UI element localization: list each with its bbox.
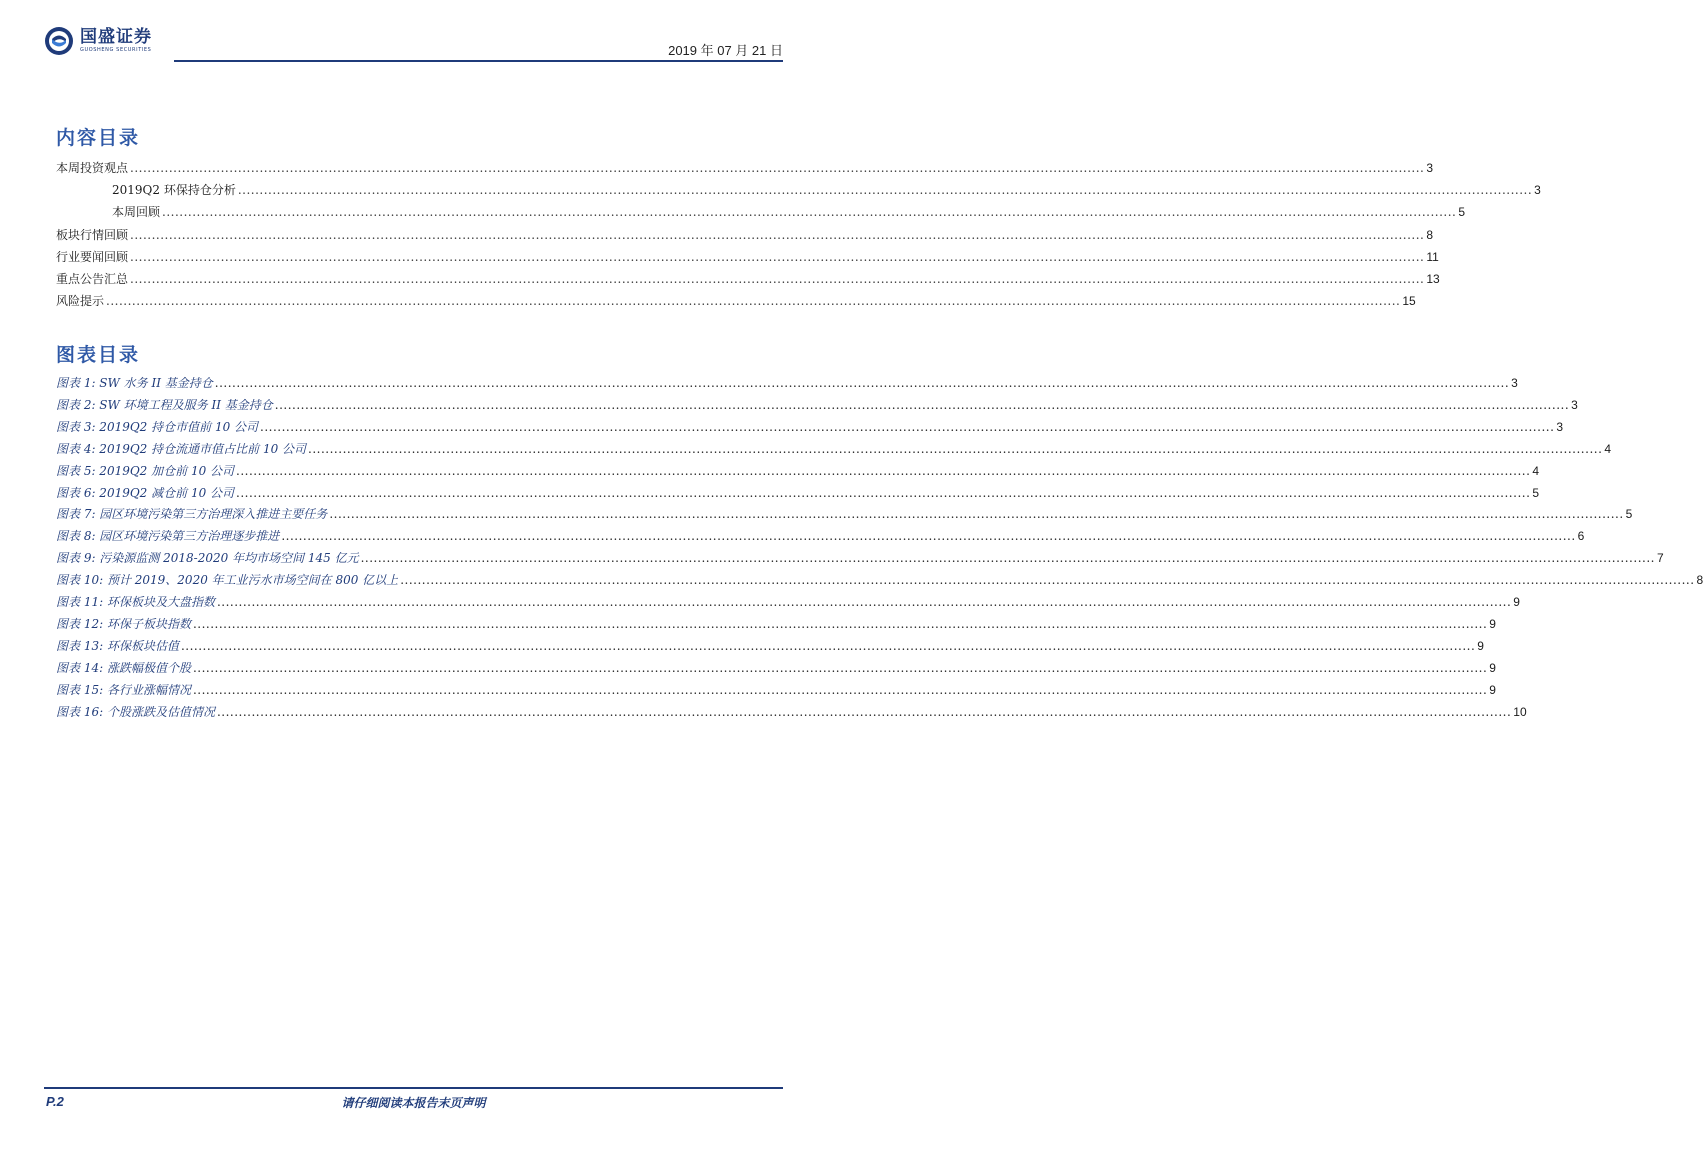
toc-entry-label: 2019Q2 环保持仓分析	[112, 183, 236, 198]
dot-leader: ............................................................................................................................................................................................................................................................................................................	[260, 419, 1555, 434]
entry-page-number: 3	[1426, 161, 1434, 175]
dot-leader: ............................................................................................................................................................................................................................................................................................................	[192, 682, 1488, 697]
entry-page-number: 9	[1513, 595, 1520, 609]
figure-entry-label: 图表 7: 园区环境污染第三方治理深入推进主要任务	[56, 507, 328, 522]
disclaimer-note: 请仔细阅读本报告末页声明	[341, 1096, 486, 1110]
figure-list-entry[interactable]	[56, 704, 1527, 720]
dot-leader: ............................................................................................................................................................................................................................................................................................................	[216, 704, 1512, 719]
entry-page-number: 9	[1489, 616, 1496, 631]
figure-entry-label: 图表 4: 2019Q2 持仓流通市值占比前 10 公司	[56, 441, 307, 456]
entry-page-number: 13	[1426, 272, 1440, 286]
figure-entry-label: 图表 5: 2019Q2 加仓前 10 公司	[56, 463, 235, 478]
entry-page-number: 3	[1534, 183, 1541, 198]
entry-page-number: 8	[1696, 573, 1703, 588]
entry-page-number: 8	[1426, 227, 1434, 242]
figure-list-entry[interactable]	[56, 660, 1496, 676]
entry-page-number: 5	[1625, 507, 1633, 522]
figure-entry-label: 图表 8: 园区环境污染第三方治理逐步推进	[56, 529, 280, 544]
brand-logo	[44, 26, 152, 56]
toc-entry[interactable]	[56, 204, 1466, 220]
figure-list-entry[interactable]	[56, 463, 1540, 479]
toc-entry-label: 行业要闻回顾	[56, 249, 129, 264]
toc-entry[interactable]	[56, 227, 1434, 243]
figure-entry-label: 图表 14: 涨跌幅极值个股	[56, 660, 191, 675]
dot-leader: ............................................................................................................................................................................................................................................................................................................	[130, 249, 1425, 264]
figure-entry-label: 图表 16: 个股涨跌及估值情况	[56, 704, 215, 719]
toc-entry[interactable]	[56, 271, 1440, 287]
dot-leader: ............................................................................................................................................................................................................................................................................................................	[130, 161, 1425, 175]
figure-entry-label: 图表 9: 污染源监测 2018-2020 年均市场空间 145 亿元	[56, 551, 359, 566]
figure-entry-label: 图表 3: 2019Q2 持仓市值前 10 公司	[56, 419, 259, 434]
entry-page-number: 5	[1532, 485, 1540, 500]
figure-entry-label: 图表 12: 环保子板块指数	[56, 616, 191, 631]
dot-leader: ............................................................................................................................................................................................................................................................................................................	[214, 376, 1510, 390]
entry-page-number: 3	[1571, 397, 1578, 412]
figure-entry-label: 图表 15: 各行业涨幅情况	[56, 682, 191, 697]
page-header	[44, 24, 783, 62]
entry-page-number: 3	[1556, 419, 1564, 434]
entry-page-number: 7	[1656, 551, 1664, 566]
dot-leader: ............................................................................................................................................................................................................................................................................................................	[274, 397, 1570, 412]
figure-list-entry[interactable]	[56, 682, 1496, 698]
entry-page-number: 5	[1458, 205, 1466, 220]
figure-entry-label: 图表 6: 2019Q2 减仓前 10 公司	[56, 485, 235, 500]
figure-entry-label: 图表 13: 环保板块估值	[56, 638, 179, 653]
figure-entry-label: 图表 1: SW 水务 II 基金持仓	[56, 376, 213, 390]
figure-entry-label: 图表 2: SW 环境工程及服务 II 基金持仓	[56, 397, 273, 412]
figure-list-entry[interactable]	[56, 441, 1612, 457]
footer-divider	[44, 1087, 783, 1089]
dot-leader: ............................................................................................................................................................................................................................................................................................................	[329, 507, 1624, 522]
dot-leader: ............................................................................................................................................................................................................................................................................................................	[130, 227, 1425, 242]
dot-leader: ............................................................................................................................................................................................................................................................................................................	[180, 638, 1476, 653]
figure-entry-label: 图表 10: 预计 2019、2020 年工业污水市场空间在 800 亿以上	[56, 573, 399, 588]
page-number: P.2	[46, 1094, 64, 1109]
dot-leader: ............................................................................................................................................................................................................................................................................................................	[281, 529, 1576, 544]
brand-name-en: GUOSHENG SECURITIES	[80, 47, 152, 53]
dot-leader: ............................................................................................................................................................................................................................................................................................................	[360, 551, 1655, 566]
dot-leader: ............................................................................................................................................................................................................................................................................................................	[192, 616, 1488, 631]
entry-page-number: 9	[1477, 638, 1484, 653]
dot-leader: ............................................................................................................................................................................................................................................................................................................	[192, 660, 1488, 675]
brand-name-cn: 国盛证券	[80, 27, 152, 47]
entry-page-number: 11	[1426, 249, 1439, 264]
dot-leader: ............................................................................................................................................................................................................................................................................................................	[236, 485, 1531, 500]
toc-entry-label: 重点公告汇总	[56, 272, 129, 286]
toc-entry[interactable]	[56, 182, 1541, 198]
dot-leader: ............................................................................................................................................................................................................................................................................................................	[162, 205, 1457, 220]
figure-list-entry[interactable]	[56, 550, 1664, 566]
toc-entry-label: 板块行情回顾	[56, 227, 129, 242]
toc-entry[interactable]	[56, 293, 1416, 309]
report-date: 2019 年 07 月 21 日	[668, 43, 783, 58]
dot-leader: ............................................................................................................................................................................................................................................................................................................	[130, 272, 1425, 286]
figure-list-entry[interactable]	[56, 528, 1585, 544]
figure-list-entry[interactable]	[56, 572, 1703, 588]
figure-list-entry[interactable]	[56, 419, 1564, 435]
figure-list-entry[interactable]	[56, 594, 1520, 610]
toc-entry-label: 风险提示	[56, 294, 105, 309]
entry-page-number: 3	[1511, 376, 1518, 390]
figure-list-entry[interactable]	[56, 375, 1518, 391]
figure-list-entry[interactable]	[56, 506, 1633, 522]
toc-entry[interactable]	[56, 249, 1439, 265]
entry-page-number: 9	[1489, 682, 1496, 697]
entry-page-number: 15	[1402, 294, 1416, 309]
figure-list-entry[interactable]	[56, 397, 1578, 413]
entry-page-number: 6	[1577, 529, 1585, 544]
guosheng-logo-icon	[44, 26, 74, 56]
figure-list-entry[interactable]	[56, 638, 1484, 654]
toc-title: 内容目录	[56, 127, 141, 149]
dot-leader: ............................................................................................................................................................................................................................................................................................................	[106, 294, 1401, 309]
figure-entry-label: 图表 11: 环保板块及大盘指数	[56, 595, 215, 609]
figure-list-entry[interactable]	[56, 485, 1540, 501]
dot-leader: ............................................................................................................................................................................................................................................................................................................	[400, 573, 1695, 588]
toc-entry-label: 本周投资观点	[56, 161, 129, 175]
entry-page-number: 10	[1513, 704, 1527, 719]
entry-page-number: 4	[1604, 441, 1612, 456]
dot-leader: ............................................................................................................................................................................................................................................................................................................	[216, 595, 1512, 609]
figure-list-entry[interactable]	[56, 616, 1496, 632]
toc-entry[interactable]	[56, 160, 1434, 176]
dot-leader: ............................................................................................................................................................................................................................................................................................................	[237, 183, 1533, 198]
dot-leader: ............................................................................................................................................................................................................................................................................................................	[236, 463, 1531, 478]
figure-list-title: 图表目录	[56, 344, 141, 366]
header-divider	[174, 60, 783, 62]
dot-leader: ............................................................................................................................................................................................................................................................................................................	[308, 441, 1603, 456]
toc-entry-label: 本周回顾	[112, 205, 161, 220]
entry-page-number: 9	[1489, 660, 1496, 675]
entry-page-number: 4	[1532, 463, 1540, 478]
